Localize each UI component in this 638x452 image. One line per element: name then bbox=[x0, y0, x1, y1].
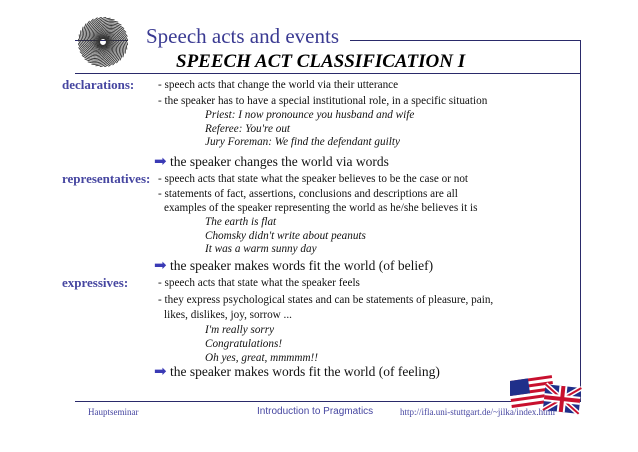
declarations-conclusion bbox=[154, 152, 389, 171]
expressives-example-3: Oh yes, great, mmmmm!! bbox=[205, 352, 318, 364]
right-arrow-icon: ➡ bbox=[154, 258, 167, 274]
title-rule bbox=[75, 73, 581, 74]
expressives-line-1: - speech acts that state what the speaker feels bbox=[158, 277, 360, 289]
declarations-example-3: Jury Foreman: We find the defendant guilty bbox=[205, 136, 400, 148]
right-arrow-icon: ➡ bbox=[154, 364, 167, 380]
right-arrow-icon: ➡ bbox=[154, 154, 167, 170]
frame-bottom-line bbox=[75, 401, 581, 402]
expressives-line-2: - they express psychological states and can be statements of pleasure, pain, bbox=[158, 294, 494, 306]
representatives-example-1: The earth is flat bbox=[205, 216, 277, 228]
representatives-line-1: - speech acts that state what the speaker believes to be the case or not bbox=[158, 173, 469, 185]
representatives-conclusion-text: the speaker makes words fit the world (of belief) bbox=[169, 258, 434, 273]
representatives-example-2: Chomsky didn't write about peanuts bbox=[205, 230, 366, 242]
declarations-conclusion-text: the speaker changes the world via words bbox=[169, 154, 389, 169]
expressives-conclusion-text: the speaker makes words fit the world (of feeling) bbox=[169, 364, 440, 379]
main-title: Speech acts and events bbox=[146, 24, 340, 48]
declarations-example-1: Priest: I now pronounce you husband and wife bbox=[205, 109, 415, 121]
representatives-line-3: examples of the speaker representing the world as he/she believes it is bbox=[164, 202, 478, 214]
expressives-example-2: Congratulations! bbox=[205, 338, 283, 350]
representatives-line-2: - statements of fact, assertions, conclusions and descriptions are all bbox=[158, 188, 458, 200]
footer-center: Introduction to Pragmatics bbox=[257, 406, 374, 417]
term-expressives: expressives: bbox=[62, 275, 129, 290]
expressives-example-1: I'm really sorry bbox=[205, 324, 275, 336]
footer-url-link[interactable]: http://ifla.uni-stuttgart.de/~jilka/index.html bbox=[400, 407, 556, 417]
representatives-example-3: It was a warm sunny day bbox=[205, 243, 317, 255]
footer-left: Hauptseminar bbox=[88, 407, 139, 417]
declarations-line-1: - speech acts that change the world via their utterance bbox=[158, 79, 399, 91]
term-declarations: declarations: bbox=[62, 77, 135, 92]
slide-title: SPEECH ACT CLASSIFICATION I bbox=[176, 51, 466, 72]
spiral-logo-icon bbox=[78, 17, 128, 67]
expressives-conclusion bbox=[154, 362, 440, 381]
frame-right-line bbox=[580, 40, 581, 402]
declarations-line-2: - the speaker has to have a special institutional role, in a specific situation bbox=[158, 95, 488, 107]
term-representatives: representatives: bbox=[62, 171, 151, 186]
declarations-example-2: Referee: You're out bbox=[205, 123, 291, 135]
expressives-line-3: likes, dislikes, joy, sorrow ... bbox=[164, 309, 292, 321]
representatives-conclusion bbox=[154, 256, 433, 275]
